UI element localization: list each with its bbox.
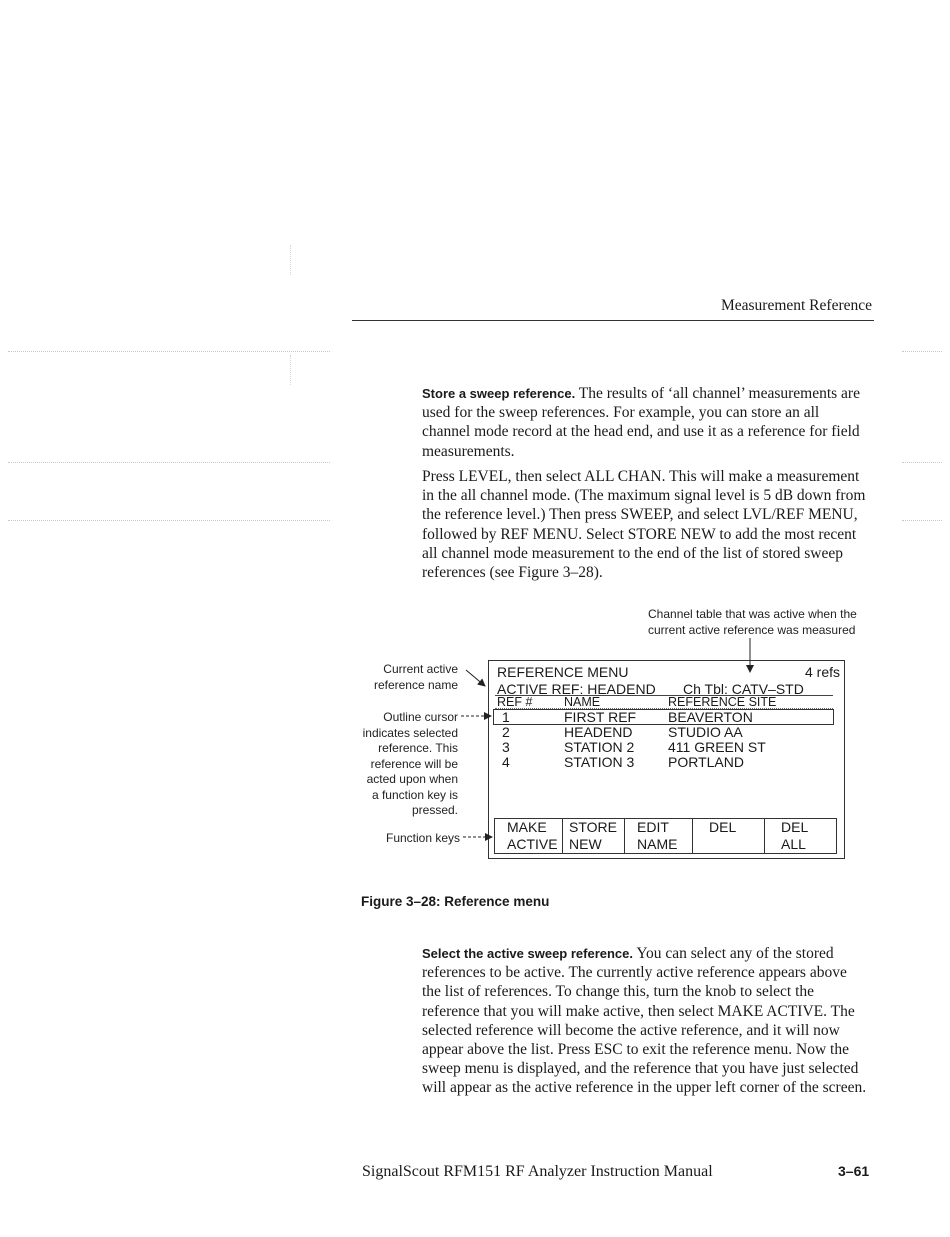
callout-line: reference name (373, 677, 458, 692)
page-number: 3–61 (838, 1163, 870, 1179)
running-head: Measurement Reference (720, 297, 872, 314)
callout-function-keys: Function keys (386, 831, 461, 845)
store-paragraph-2: Press LEVEL, then select ALL CHAN. This will make a measurement in the all channel mode. (The maximum signal level is 5 dB down from the reference level.) Then press SWEEP, and select LVL/REF MENU, followed by REF MENU. Select STORE NEW to add the most recent all channel mode measurement to the end of the list of stored sweep references (see Figure 3–28). (422, 468, 866, 582)
key-label-top: STORE (569, 819, 617, 835)
callout-line: Current active (383, 662, 458, 676)
callout-line: a function key is (371, 787, 458, 802)
channel-table-label: Ch Tbl: CATV–STD (683, 681, 804, 697)
callout-line: Outline cursor (383, 710, 458, 724)
row-1-name[interactable]: FIRST REF (564, 709, 637, 725)
key-label-top: MAKE (507, 819, 547, 835)
figure-caption: Figure 3–28: Reference menu (361, 894, 550, 909)
active-ref-label: ACTIVE REF: HEADEND (497, 681, 656, 697)
key-label-bottom: ACTIVE (507, 836, 558, 852)
row-4-ref[interactable]: 4 (502, 754, 510, 770)
key-label-bottom: ALL (781, 836, 806, 852)
row-3-site[interactable]: 411 GREEN ST (668, 739, 766, 755)
row-4-name[interactable]: STATION 3 (564, 754, 635, 770)
row-3-ref[interactable]: 3 (502, 739, 510, 755)
column-header-site: REFERENCE SITE (668, 695, 777, 709)
row-2-site[interactable]: STUDIO AA (668, 724, 743, 740)
row-1-site[interactable]: BEAVERTON (668, 709, 753, 725)
row-2-ref[interactable]: 2 (502, 724, 510, 740)
select-paragraph (422, 944, 868, 1098)
row-2-name[interactable]: HEADEND (564, 724, 633, 740)
column-header-ref: REF # (497, 695, 533, 709)
select-paragraph-text: You can select any of the stored references to be active. The currently active reference appears above the list of references. To change this, turn the knob to select the reference that you will make active, then select MAKE ACTIVE. The selected reference will become the active reference, and it will now appear above the list. Press ESC to exit the reference menu. Now the sweep menu is displayed, and the reference that you have just selected will appear as the active reference in the upper left corner of the screen. (422, 945, 867, 1097)
callout-line: acted upon when (366, 772, 458, 786)
callout-line: reference will be (370, 756, 458, 771)
row-1-ref[interactable]: 1 (502, 709, 510, 725)
callout-line: Channel table that was active when the (648, 607, 857, 621)
screen-title: REFERENCE MENU (497, 664, 629, 680)
column-header-name: NAME (564, 695, 601, 709)
key-label-top: DEL (709, 819, 737, 835)
row-3-name[interactable]: STATION 2 (564, 739, 635, 755)
key-label-bottom: NAME (637, 836, 678, 852)
store-paragraph-1-text: The results of ‘all channel’ measurements are used for the sweep references. For example, you can store an all channel mode record at the head end, and use it as a reference for field measurements. (422, 385, 860, 460)
callout-line: reference. This (378, 741, 458, 755)
key-label-top: EDIT (637, 819, 669, 835)
ref-count: 4 refs (804, 664, 840, 680)
key-label-bottom: NEW (569, 836, 602, 852)
store-runin-heading: Store a sweep reference. (422, 386, 576, 401)
callout-line: indicates selected (362, 725, 458, 740)
callout-line: current active reference was measured (648, 622, 856, 637)
callout-line: pressed. (411, 803, 458, 817)
footer-manual-title: SignalScout RFM151 RF Analyzer Instruction Manual (362, 1163, 713, 1180)
arrow-current-active (466, 670, 485, 686)
key-label-top: DEL (781, 819, 809, 835)
row-4-site[interactable]: PORTLAND (668, 754, 744, 770)
select-runin-heading: Select the active sweep reference. (422, 946, 634, 961)
